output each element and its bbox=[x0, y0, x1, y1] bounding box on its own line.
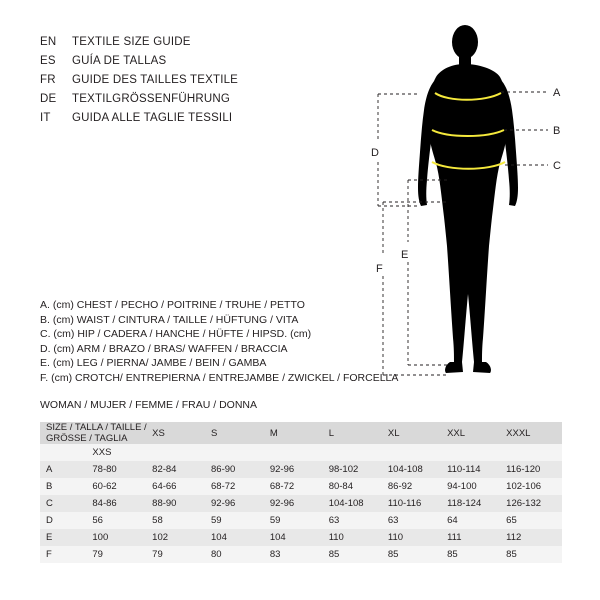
cell: 79 bbox=[88, 546, 148, 563]
size-table-wrapper bbox=[40, 422, 562, 563]
row-label: C bbox=[40, 495, 88, 512]
cell bbox=[325, 444, 384, 461]
bracket-d bbox=[378, 94, 418, 206]
cell: 85 bbox=[325, 546, 384, 563]
cell bbox=[384, 444, 443, 461]
legend-item: C. (cm) HIP / CADERA / HANCHE / HÜFTE / HIPSD. (cm) bbox=[40, 328, 312, 341]
cell: 64-66 bbox=[148, 478, 207, 495]
language-title: GUIDE DES TAILLES TEXTILE bbox=[72, 74, 239, 86]
cell bbox=[207, 444, 266, 461]
table-row bbox=[40, 529, 562, 546]
marker-label-c: C bbox=[553, 160, 561, 172]
cell: 56 bbox=[88, 512, 148, 529]
cell bbox=[266, 444, 325, 461]
cell: 63 bbox=[325, 512, 384, 529]
cell: 104-108 bbox=[384, 461, 443, 478]
cell: 92-96 bbox=[266, 495, 325, 512]
column-header-xxxl: XXXL bbox=[502, 422, 562, 444]
gender-label: WOMAN / MUJER / FEMME / FRAU / DONNA bbox=[40, 399, 257, 411]
cell: 80 bbox=[207, 546, 266, 563]
table-row bbox=[40, 495, 562, 512]
marker-label-f: F bbox=[376, 263, 383, 275]
language-title: GUÍA DE TALLAS bbox=[72, 55, 167, 67]
row-label: D bbox=[40, 512, 88, 529]
measurement-legend bbox=[40, 298, 460, 386]
cell: 79 bbox=[148, 546, 207, 563]
cell: 64 bbox=[443, 512, 502, 529]
cell: 92-96 bbox=[207, 495, 266, 512]
cell: 59 bbox=[207, 512, 266, 529]
cell: 84-86 bbox=[88, 495, 148, 512]
table-row bbox=[40, 546, 562, 563]
cell: 86-92 bbox=[384, 478, 443, 495]
column-header-xl: XL bbox=[384, 422, 443, 444]
cell: 100 bbox=[88, 529, 148, 546]
column-header-l: L bbox=[325, 422, 384, 444]
cell: 104 bbox=[266, 529, 325, 546]
cell: 94-100 bbox=[443, 478, 502, 495]
cell: 98-102 bbox=[325, 461, 384, 478]
column-header-xxs: XS bbox=[148, 422, 207, 444]
cell: 118-124 bbox=[443, 495, 502, 512]
row-label: F bbox=[40, 546, 88, 563]
table-subheader-row bbox=[40, 444, 562, 461]
cell: 102 bbox=[148, 529, 207, 546]
cell: 85 bbox=[443, 546, 502, 563]
language-title: GUIDA ALLE TAGLIE TESSILI bbox=[72, 112, 233, 124]
language-title: TEXTILGRÖSSENFÜHRUNG bbox=[72, 93, 230, 105]
language-row bbox=[40, 74, 360, 93]
cell: 63 bbox=[384, 512, 443, 529]
cell: 110-116 bbox=[384, 495, 443, 512]
row-label: E bbox=[40, 529, 88, 546]
cell: 112 bbox=[502, 529, 562, 546]
cell: 92-96 bbox=[266, 461, 325, 478]
language-row bbox=[40, 93, 360, 112]
cell: 126-132 bbox=[502, 495, 562, 512]
language-code: DE bbox=[40, 93, 57, 105]
table-row bbox=[40, 512, 562, 529]
cell: 65 bbox=[502, 512, 562, 529]
cell: 110 bbox=[384, 529, 443, 546]
cell bbox=[148, 444, 207, 461]
cell: 68-72 bbox=[266, 478, 325, 495]
legend-item: B. (cm) WAIST / CINTURA / TAILLE / HÜFTUNG / VITA bbox=[40, 313, 299, 326]
language-code: ES bbox=[40, 55, 56, 67]
cell: 85 bbox=[384, 546, 443, 563]
cell: 58 bbox=[148, 512, 207, 529]
table-row bbox=[40, 478, 562, 495]
row-label: B bbox=[40, 478, 88, 495]
row-label: A bbox=[40, 461, 88, 478]
legend-item: A. (cm) CHEST / PECHO / POITRINE / TRUHE / PETTO bbox=[40, 299, 305, 311]
column-header-s: S bbox=[207, 422, 266, 444]
language-row bbox=[40, 55, 360, 74]
cell: 68-72 bbox=[207, 478, 266, 495]
legend-item: D. (cm) ARM / BRAZO / BRAS/ WAFFEN / BRACCIA bbox=[40, 342, 288, 355]
language-code: EN bbox=[40, 36, 57, 48]
column-header-xxs-2: XXS bbox=[88, 444, 148, 461]
column-header-m: M bbox=[266, 422, 325, 444]
cell: 80-84 bbox=[325, 478, 384, 495]
column-header-xxl: XXL bbox=[443, 422, 502, 444]
cell: 104 bbox=[207, 529, 266, 546]
cell: 60-62 bbox=[88, 478, 148, 495]
cell bbox=[502, 444, 562, 461]
language-code: FR bbox=[40, 74, 56, 86]
legend-item: E. (cm) LEG / PIERNA/ JAMBE / BEIN / GAMBA bbox=[40, 357, 267, 370]
cell: 110 bbox=[325, 529, 384, 546]
row-label-blank bbox=[40, 444, 88, 461]
cell: 104-108 bbox=[325, 495, 384, 512]
cell: 111 bbox=[443, 529, 502, 546]
language-row bbox=[40, 112, 360, 131]
cell: 86-90 bbox=[207, 461, 266, 478]
marker-label-e: E bbox=[401, 249, 409, 261]
table-header-row bbox=[40, 422, 562, 444]
language-code: IT bbox=[40, 112, 51, 124]
cell: 110-114 bbox=[443, 461, 502, 478]
language-row bbox=[40, 36, 360, 55]
cell: 102-106 bbox=[502, 478, 562, 495]
cell: 78-80 bbox=[88, 461, 148, 478]
marker-label-a: A bbox=[553, 87, 561, 99]
cell: 88-90 bbox=[148, 495, 207, 512]
cell: 116-120 bbox=[502, 461, 562, 478]
size-table bbox=[40, 422, 562, 563]
table-header-label: SIZE / TALLA / TAILLE / GRÖSSE / TAGLIA bbox=[40, 422, 148, 444]
language-title: TEXTILE SIZE GUIDE bbox=[72, 36, 191, 48]
marker-label-d: D bbox=[371, 147, 379, 159]
cell: 85 bbox=[502, 546, 562, 563]
cell: 82-84 bbox=[148, 461, 207, 478]
table-row bbox=[40, 461, 562, 478]
marker-label-b: B bbox=[553, 125, 561, 137]
legend-item: F. (cm) CROTCH/ ENTREPIERNA / ENTREJAMBE / ZWICKEL / FORCELLA bbox=[40, 371, 399, 384]
cell: 59 bbox=[266, 512, 325, 529]
language-title-list bbox=[40, 36, 360, 131]
cell bbox=[443, 444, 502, 461]
cell: 83 bbox=[266, 546, 325, 563]
